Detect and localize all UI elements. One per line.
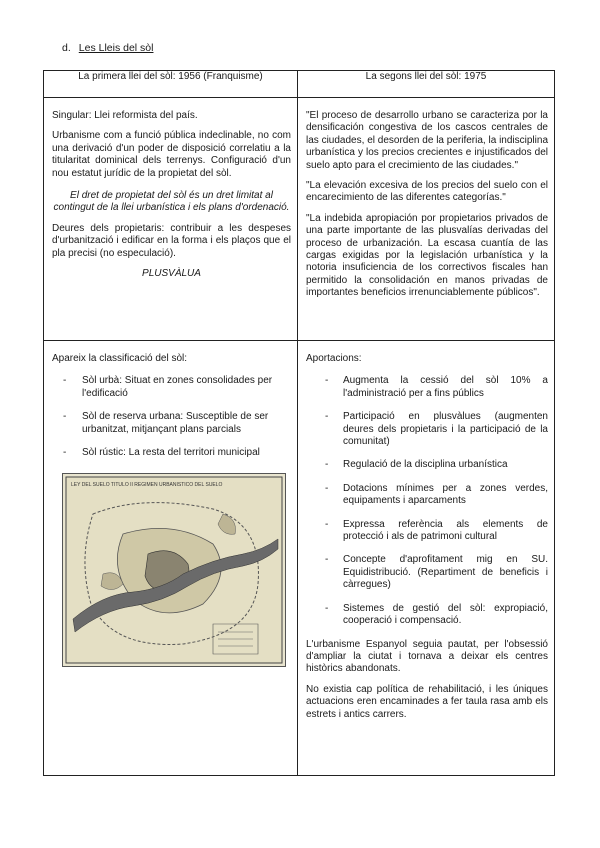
list-item: - Regulació de la disciplina urbanística (306, 459, 548, 471)
table-row (44, 98, 555, 341)
laws-comparison-table (43, 70, 555, 776)
classification-list (52, 375, 291, 459)
header-first-law: La primera llei del sòl: 1956 (Franquisme) (44, 71, 298, 98)
map-drawing (63, 474, 285, 666)
cell-first-law-classification (44, 341, 298, 776)
list-item: - Expressa referència als elements de protecció i als de patrimoni cultural (306, 519, 548, 544)
list-item: - Sistemes de gestió del sòl: expropiació, cooperació i compensació. (306, 603, 548, 628)
quote: "La elevación excesiva de los precios del suelo con el encarecimiento de las diferentes categorías." (306, 180, 548, 204)
list-item: - Sòl de reserva urbana: Susceptible de ser urbanitzat, mitjançant plans parcials (52, 411, 291, 436)
cell-first-law-principles (44, 98, 298, 341)
list-item: - Participació en plusvàlues (augmenten deures dels propietaris i la participació de la comunitat) (306, 411, 548, 448)
table-header-row (44, 71, 555, 98)
list-item: - Dotacions mínimes per a zones verdes, equipaments i aparcaments (306, 483, 548, 508)
header-second-law: La segons llei del sòl: 1975 (298, 71, 555, 98)
list-item: - Augmenta la cessió del sòl 10% a l'administració per a fins públics (306, 375, 548, 400)
list-item: - Sòl rústic: La resta del territori municipal (52, 447, 291, 459)
paragraph: No existia cap política de rehabilitació, i les úniques actuacions eren encaminades a fer taula rasa amb els estrets i antics carrers. (306, 683, 548, 720)
quote: "El proceso de desarrollo urbano se caracteriza por la densificación congestiva de los cascos centrales de las ciudades, el desorden de la periferia, la indisciplina urbanística y los precios crecientes e injustificados del suelo apto para el crecimiento de las ciudades." (306, 110, 548, 171)
paragraph: Aportacions: (306, 353, 362, 364)
paragraph: L'urbanisme Espanyol seguia pautat, per l'obsessió d'ampliar la ciutat i tornava a deixar els centres històrics abandonats. (306, 638, 548, 675)
paragraph: Apareix la classificació del sòl: (52, 353, 188, 364)
paragraph: Singular: Llei reformista del país. (52, 110, 198, 121)
section-heading (62, 42, 153, 54)
spacer (306, 729, 548, 767)
table-row (44, 341, 555, 776)
list-item: - Concepte d'aprofitament mig en SU. Equidistribució. (Repartiment de beneficis i càrregues) (306, 554, 548, 591)
cell-second-law-quotes (298, 98, 555, 341)
urban-plan-map-image (62, 473, 286, 667)
paragraph: Deures dels propietaris: contribuir a les despeses d'urbanització i edificar en la forma i els plaços que el pla precisi (no especulació). (52, 222, 291, 259)
section-number: d. (62, 42, 71, 54)
italic-paragraph: El dret de propietat del sòl és un dret limitat al contingut de la llei urbanística i els plans d'ordenació. (53, 190, 290, 214)
quote: "La indebida apropiación por propietarios privados de una parte importante de las plusvalías derivadas del proceso de urbanización. La escasa cuantía de las cargas exigidas por la legislación urbanística y la notoria insuficiencia de los correctivos fiscales han permitido la consolidación en manos privadas de importantes beneficios irrenunciablemente públicos". (306, 212, 548, 299)
list-item: - Sòl urbà: Situat en zones consolidades per l'edificació (52, 375, 291, 400)
section-title: Les Lleis del sòl (78, 42, 154, 54)
paragraph: Urbanisme com a funció pública indeclinable, no com una derivació d'un poder de disposició correlatiu a la titularitat dominical dels terrenys. Configuració d'un nou estatut jurídic de la propietat del sòl. (52, 130, 291, 179)
cell-second-law-contributions (298, 341, 555, 776)
contributions-list (306, 375, 548, 627)
plusvalua-label: PLUSVÀLUA (142, 268, 201, 280)
map-title: LEY DEL SUELO TITULO II REGIMEN URBANISTICO DEL SUELO (71, 482, 223, 489)
